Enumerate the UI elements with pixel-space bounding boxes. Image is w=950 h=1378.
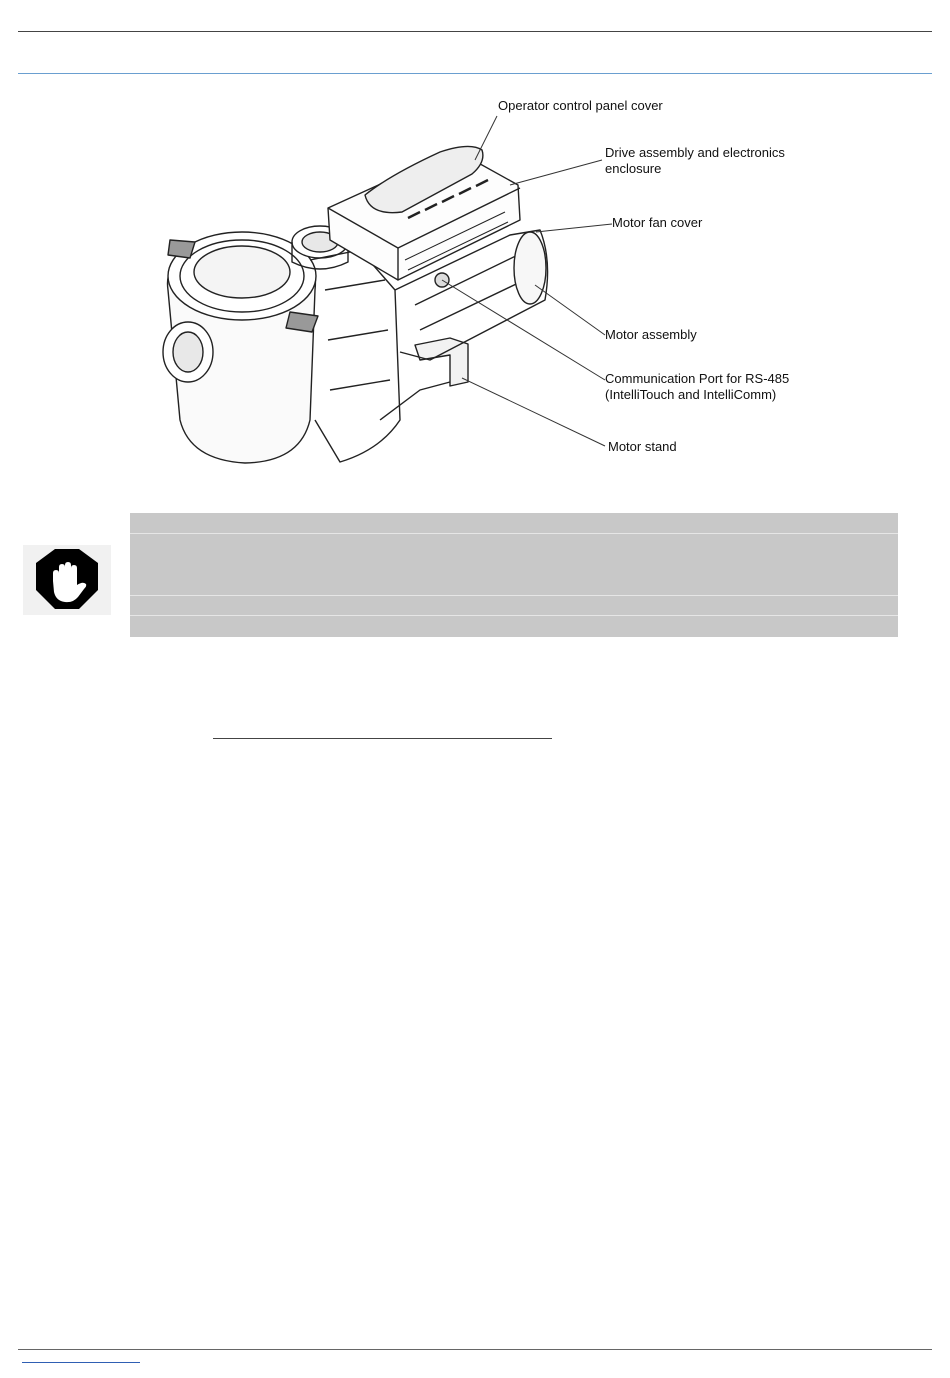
callout-motor-assembly: Motor assembly [605, 327, 697, 342]
underline-rule [213, 738, 552, 739]
stop-hand-icon [23, 545, 111, 615]
callout-drive-assembly: Drive assembly and electronics enclosure [605, 145, 785, 176]
pump-diagram [150, 90, 810, 480]
callout-operator-control-panel-cover: Operator control panel cover [498, 98, 663, 113]
footer-rule [18, 1349, 932, 1350]
warning-row-divider [130, 533, 898, 534]
header-accent-rule [18, 73, 932, 74]
warning-row-divider [130, 595, 898, 596]
warning-row-divider [130, 615, 898, 616]
warning-icon-frame [23, 545, 111, 615]
callout-motor-fan-cover: Motor fan cover [612, 215, 703, 230]
callout-motor-stand: Motor stand [608, 439, 677, 454]
header-rule [18, 31, 932, 32]
footer-link-underline[interactable] [22, 1362, 140, 1363]
callout-communication-port: Communication Port for RS-485 (IntelliTouch and IntelliComm) [605, 371, 790, 402]
warning-table [130, 513, 898, 637]
